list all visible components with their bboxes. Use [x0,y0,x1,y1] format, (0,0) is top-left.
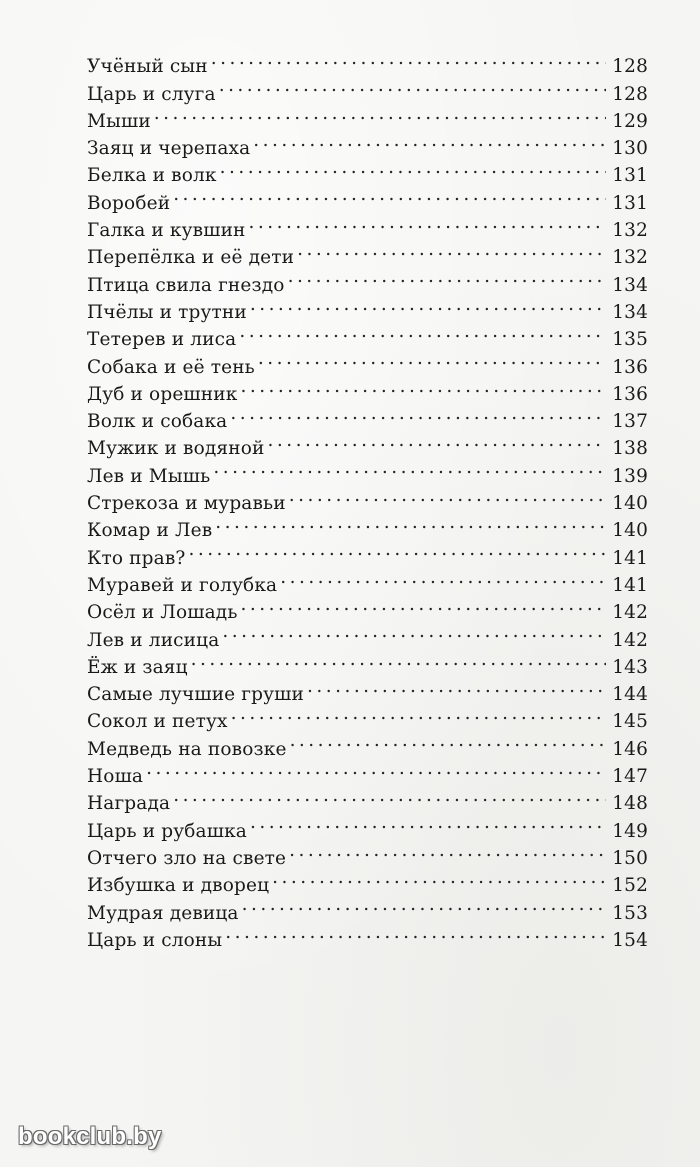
toc-entry-title: Ноша [87,766,144,788]
toc-entry-title: Избушка и дворец [87,875,270,897]
toc-entry-title: Учёный сын [87,56,208,78]
toc-entry-page-number: 128 [612,56,648,78]
toc-entry [87,782,648,815]
toc-dot-leader [289,482,606,509]
watermark-logo: bookclub.by [18,1123,162,1150]
toc-dot-leader [290,727,607,754]
toc-entry-page-number: 149 [612,820,648,842]
toc-entry-title: Мудрая девица [87,902,239,924]
toc-dot-leader [220,154,607,181]
toc-entry-page-number: 142 [612,602,648,624]
toc-entry-page-number: 136 [612,356,648,378]
toc-entry-title: Награда [87,793,171,815]
toc-entry-title: Осёл и Лошадь [87,602,238,624]
toc-dot-leader [288,263,607,290]
toc-entry-page-number: 136 [612,383,648,405]
toc-entry-page-number: 146 [612,738,648,760]
toc-dot-leader [173,782,606,809]
toc-entry-page-number: 134 [612,274,648,296]
toc-entry-page-number: 132 [612,220,648,242]
toc-entry-title: Пчёлы и трутни [87,301,247,323]
toc-entry-page-number: 139 [612,465,648,487]
toc-dot-leader [239,318,606,345]
toc-entry-page-number: 153 [612,902,648,924]
toc-entry-page-number: 141 [612,547,648,569]
toc-entry-title: Кто прав? [87,547,186,569]
toc-entry-title: Царь и слоны [87,929,223,951]
toc-dot-leader [191,646,607,673]
toc-entry-page-number: 132 [612,247,648,269]
toc-dot-leader [289,837,606,864]
toc-entry-page-number: 138 [612,438,648,460]
toc-entry-page-number: 140 [612,520,648,542]
toc-dot-leader [307,673,606,700]
toc-entry-title: Собака и её тень [87,356,255,378]
toc-entry [87,127,648,160]
toc-dot-leader [268,427,607,454]
toc-dot-leader [297,236,606,263]
toc-dot-leader [222,618,606,645]
toc-entry-title: Тетерев и лиса [87,329,237,351]
toc-entry-title: Стрекоза и муравьи [87,493,286,515]
toc-entry-page-number: 131 [612,165,648,187]
toc-entry-title: Птица свила гнездо [87,274,285,296]
toc-dot-leader [250,291,606,318]
toc-entry-page-number: 145 [612,711,648,733]
toc-dot-leader [211,45,607,72]
toc-entry-title: Самые лучшие груши [87,684,305,706]
toc-dot-leader [230,400,606,427]
toc-entry-title: Муравей и голубка [87,574,278,596]
toc-dot-leader [249,209,607,236]
toc-entry-title: Белка и волк [87,165,217,187]
toc-dot-leader [280,564,606,591]
toc-dot-leader [188,536,606,563]
toc-entry-page-number: 144 [612,684,648,706]
toc-entry-title: Мыши [87,110,151,132]
toc-entry-title: Мужик и водяной [87,438,265,460]
toc-entry-title: Заяц и черепаха [87,138,251,160]
toc-dot-leader [215,509,606,536]
toc-entry-page-number: 152 [612,875,648,897]
toc-entry-page-number: 147 [612,766,648,788]
toc-dot-leader [225,919,606,946]
toc-entry-title: Царь и слуга [87,83,216,105]
toc-entry-page-number: 154 [612,929,648,951]
toc-dot-leader [173,181,606,208]
toc-dot-leader [213,454,606,481]
toc-entry-page-number: 134 [612,301,648,323]
toc-entry-title: Воробей [87,192,171,214]
toc-entry-page-number: 135 [612,329,648,351]
toc-dot-leader [240,373,606,400]
toc-entry-title: Медведь на повозке [87,738,287,760]
toc-entry-title: Дуб и орешник [87,383,238,405]
toc-entry-title: Комар и Лев [87,520,213,542]
toc-dot-leader [219,72,607,99]
toc-entry-title: Волк и собака [87,411,228,433]
toc-entry-page-number: 131 [612,192,648,214]
toc-entry-page-number: 141 [612,574,648,596]
toc-dot-leader [258,345,606,372]
toc-entry-title: Царь и рубашка [87,820,247,842]
toc-entry-page-number: 130 [612,138,648,160]
toc-entry-page-number: 143 [612,656,648,678]
toc-dot-leader [146,755,606,782]
toc-dot-leader [242,891,607,918]
toc-entry-page-number: 140 [612,493,648,515]
toc-dot-leader [154,100,606,127]
toc-entry-title: Сокол и петух [87,711,228,733]
toc-entry-title: Ёж и заяц [87,656,188,678]
toc-dot-leader [253,127,606,154]
toc-entry-title: Лев и лисица [87,629,220,651]
toc-entry [87,100,648,132]
toc-entry-page-number: 128 [612,83,648,105]
toc-entry-title: Отчего зло на свете [87,847,287,869]
toc-entry-page-number: 129 [612,110,648,132]
toc-entry-title: Перепёлка и её дети [87,247,295,269]
toc-entry-title: Галка и кувшин [87,220,246,242]
toc-dot-leader [250,809,606,836]
toc-entry-page-number: 148 [612,793,648,815]
toc-dot-leader [241,591,607,618]
toc-entry-title: Лев и Мышь [87,465,211,487]
toc-entry-page-number: 137 [612,411,648,433]
toc-dot-leader [231,700,607,727]
toc-entry-page-number: 142 [612,629,648,651]
toc-entry-page-number: 150 [612,847,648,869]
toc-dot-leader [272,864,606,891]
table-of-contents [87,45,648,951]
toc-entry [87,755,648,788]
toc-entry [87,45,648,78]
